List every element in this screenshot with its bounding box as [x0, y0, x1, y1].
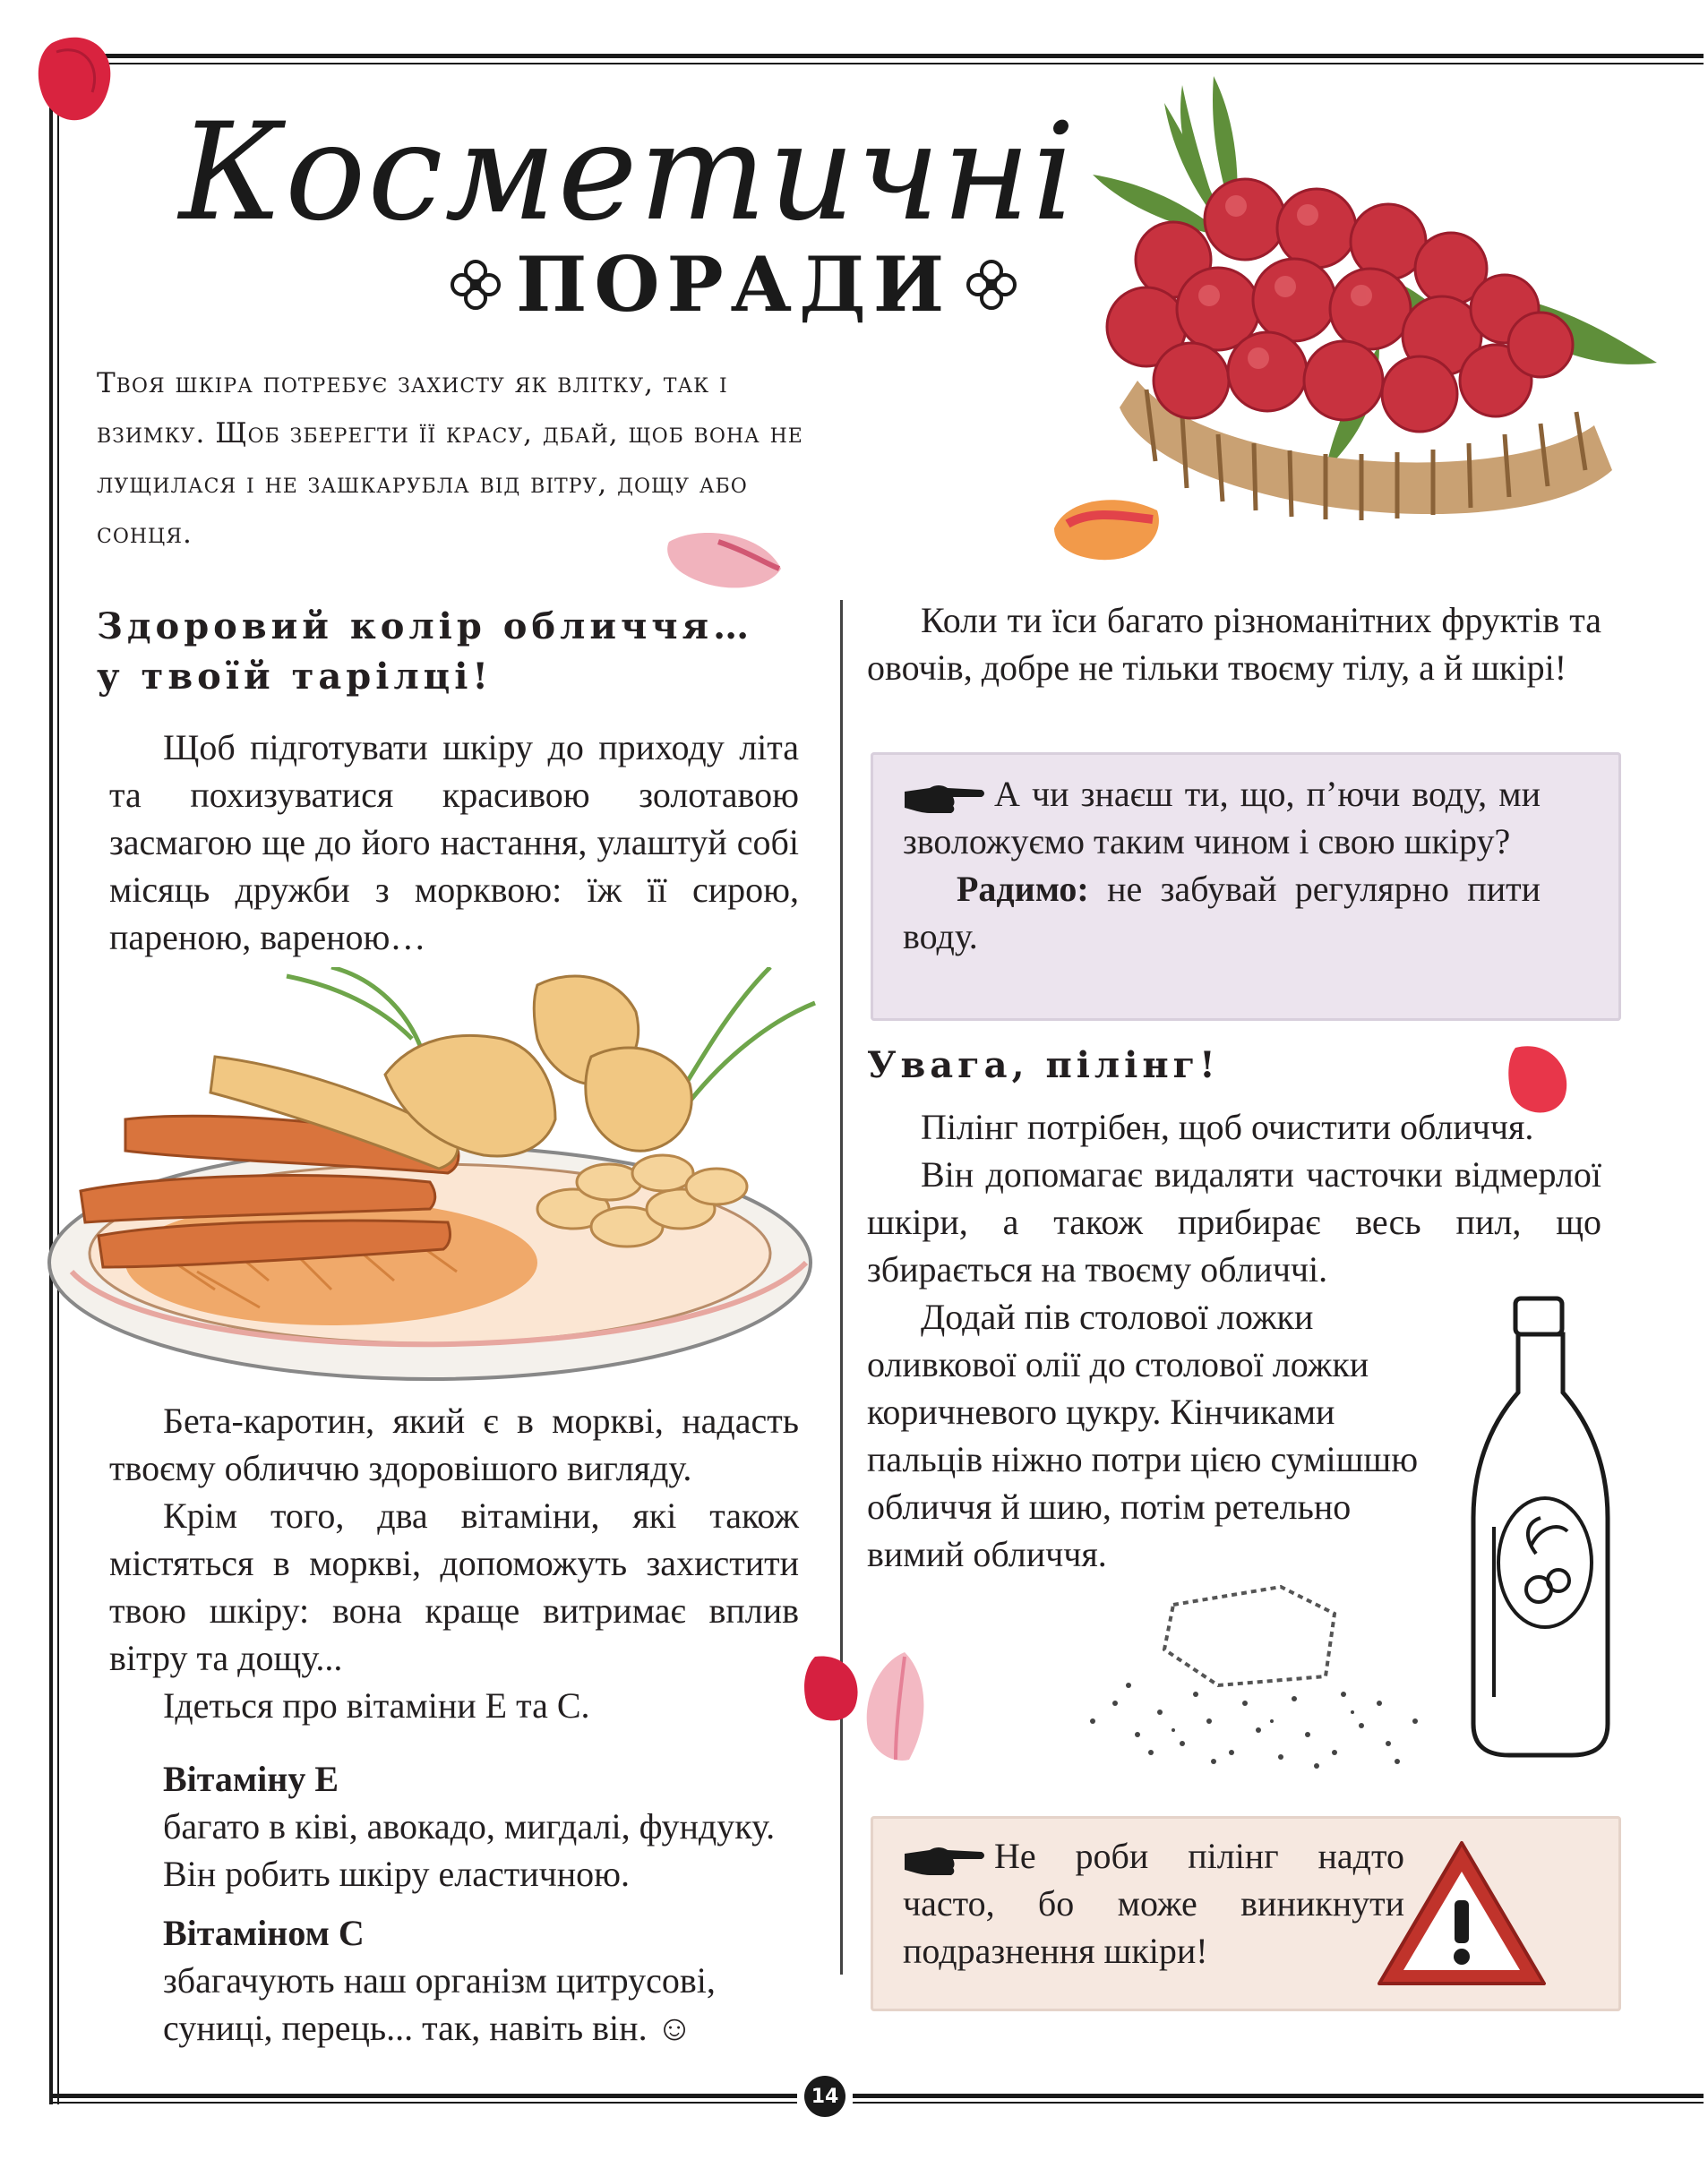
- pointing-hand-icon: [903, 1843, 985, 1877]
- para-vitamins-e-c: Ідеться про вітаміни Е та С.: [163, 1685, 590, 1726]
- flower-ornament-icon: [448, 257, 503, 313]
- page-subtitle: [448, 240, 1019, 330]
- paragraph-fruits-vegetables: Коли ти їси багато різноманітних фруктів та овочів, добре не тільки твоєму тілу, а й шкірі!: [867, 600, 1601, 688]
- vitamin-e-heading: Вітаміну Е: [163, 1759, 339, 1799]
- paragraph-beta-carotene: [109, 1397, 799, 1729]
- intro-text: Твоя шкіра потребує захисту як влітку, так і взимку. Щоб зберегти її красу, дбай, щоб вона не лущилася і не зашкарубла від вітру, дощу або сонця.: [97, 367, 803, 550]
- para-two-vitamins: Крім того, два вітаміни, які також містяться в моркві, допоможуть захистити твою шкіру: вона краще витримає вплив вітру та дощу...: [109, 1495, 799, 1678]
- vitamin-e-text: багато в ківі, авокадо, мигдалі, фундуку. Він робить шкіру еластичною.: [163, 1806, 776, 1894]
- tip-water-advice: [903, 865, 1541, 960]
- petal-middle-red-icon: [802, 1652, 864, 1728]
- petal-middle-pink-icon: [860, 1648, 936, 1769]
- warning-triangle-icon: [1372, 1836, 1551, 1992]
- pointing-hand-icon: [903, 781, 985, 815]
- peeling-text-top: [867, 1103, 1601, 1293]
- subtitle-text: ПОРАДИ: [516, 240, 952, 329]
- olive-oil-bottle-illustration: [1460, 1294, 1621, 1760]
- brown-sugar-illustration: [1075, 1578, 1433, 1775]
- heading-line-2: у твоїй тарілці!: [97, 656, 493, 698]
- para-peeling-needed: Пілінг потрібен, щоб очистити обличчя.: [921, 1107, 1534, 1147]
- tip-water-label: Радимо:: [957, 869, 1089, 909]
- vitamin-c-heading: Вітаміном С: [163, 1913, 365, 1953]
- heading-line-1: Здоровий колір обличчя…: [97, 605, 754, 647]
- berries-basket-illustration: [1057, 49, 1675, 560]
- paragraph-recipe: Додай пів столової ложки оливкової олії до столової ложки коричневого цукру. Кінчиками пальців ніжно потри цією сумішшю обличчя й шию, потім ретельно вимий обличчя.: [867, 1297, 1419, 1574]
- vitamin-c-block: [163, 1909, 799, 2052]
- tip-water-question-text: А чи знаєш ти, що, п’ючи воду, ми зволожуємо таким чином і свою шкіру?: [903, 774, 1541, 861]
- page-number: 14: [804, 2076, 845, 2117]
- column-divider: [840, 600, 843, 1975]
- carrots-plate-illustration: [36, 967, 824, 1397]
- vitamin-c-text: збагачують наш організм цитрусові, суниці, перець... так, навіть він. ☺: [163, 1960, 716, 2048]
- frame-bottom-left-thin: [49, 2102, 797, 2104]
- paragraph-carrot-month: Щоб підготувати шкіру до приходу літа та похизуватися красивою золотавою засмагою ще до його настання, улаштуй собі місяць дружби з морквою: їж її сирою, пареною, вареною…: [109, 727, 799, 957]
- tip-water: [903, 770, 1541, 960]
- tip-warning: [903, 1832, 1404, 1975]
- para-beta-carotene: Бета-каротин, який є в моркві, надасть твоєму обличчю здоровішого вигляду.: [109, 1401, 799, 1488]
- tip-water-question: [903, 770, 1541, 865]
- page-title-script: Косметичні: [179, 95, 1077, 251]
- para-peeling-helps: Він допомагає видаляти часточки відмерлої шкіри, а також прибирає весь пил, що збирається на твоєму обличчі.: [867, 1154, 1601, 1290]
- frame-bottom-right-thin: [853, 2102, 1704, 2104]
- frame-bottom-right-thick: [853, 2094, 1704, 2098]
- section-heading-peeling: Увага, пілінг!: [867, 1044, 1220, 1086]
- flower-ornament-icon: [964, 257, 1019, 313]
- petal-top-left-icon: [34, 25, 124, 133]
- tip-warning-text: Не роби пілінг надто часто, бо може виникнути подразнення шкіри!: [903, 1836, 1404, 1971]
- vitamin-e-block: [163, 1755, 799, 1898]
- frame-bottom-left-thick: [49, 2094, 797, 2098]
- section-heading-healthy-color: [97, 602, 831, 702]
- tip-water-advice-text: не забувай регулярно пити воду.: [903, 869, 1541, 956]
